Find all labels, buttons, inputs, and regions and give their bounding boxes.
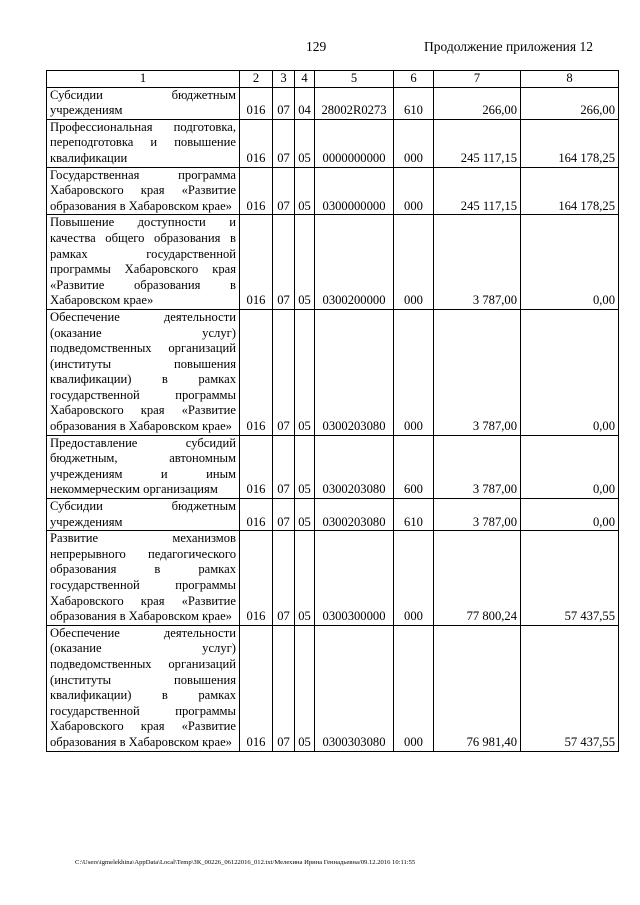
- code-section: 07: [273, 87, 295, 119]
- row-name: Предоставление субсидий бюджетным, автономным учреждениям и иным некоммерческим организациям: [47, 435, 240, 498]
- header-row: [47, 71, 619, 88]
- code-subsection: 05: [295, 309, 315, 435]
- code-target-article: 0300200000: [315, 215, 394, 310]
- code-section: 07: [273, 167, 295, 215]
- table-row: [47, 167, 619, 215]
- code-subsection: 05: [295, 531, 315, 626]
- row-name: Развитие механизмов непрерывного педагогического образования в рамках государственной программы Хабаровского края «Развитие образования в Хабаровском крае»: [47, 531, 240, 626]
- code-ministry: 016: [240, 215, 273, 310]
- code-section: 07: [273, 215, 295, 310]
- code-section: 07: [273, 119, 295, 167]
- col-header-3: 3: [273, 71, 295, 88]
- code-expense-type: 000: [394, 119, 434, 167]
- row-name: Повышение доступности и качества общего образования в рамках государственной программы Хабаровского края «Развитие образования в Хабаровском крае»: [47, 215, 240, 310]
- code-ministry: 016: [240, 87, 273, 119]
- col-header-2: 2: [240, 71, 273, 88]
- code-expense-type: 610: [394, 499, 434, 531]
- code-subsection: 05: [295, 215, 315, 310]
- code-expense-type: 000: [394, 625, 434, 751]
- amount-col7: 76 981,40: [434, 625, 521, 751]
- footer-path: C:\Users\igmelekhina\AppData\Local\Temp\ЗК_00226_06122016_012.txt/Мелехина Ирина Геннадьевна/09.12.2016 10:11:55: [75, 859, 416, 866]
- code-subsection: 05: [295, 625, 315, 751]
- amount-col8: 0,00: [521, 215, 619, 310]
- code-section: 07: [273, 499, 295, 531]
- amount-col8: 164 178,25: [521, 167, 619, 215]
- code-expense-type: 000: [394, 167, 434, 215]
- amount-col8: 0,00: [521, 309, 619, 435]
- amount-col7: 3 787,00: [434, 309, 521, 435]
- code-target-article: 0300203080: [315, 435, 394, 498]
- row-name: Государственная программа Хабаровского края «Развитие образования в Хабаровском крае»: [47, 167, 240, 215]
- code-section: 07: [273, 625, 295, 751]
- row-name: Профессиональная подготовка, переподготовка и повышение квалификации: [47, 119, 240, 167]
- amount-col7: 3 787,00: [434, 215, 521, 310]
- page-number: 129: [306, 39, 327, 54]
- amount-col8: 0,00: [521, 499, 619, 531]
- code-ministry: 016: [240, 531, 273, 626]
- amount-col7: 245 117,15: [434, 167, 521, 215]
- amount-col8: 164 178,25: [521, 119, 619, 167]
- table-row: [47, 625, 619, 751]
- row-name: Субсидии бюджетным учреждениям: [47, 87, 240, 119]
- code-ministry: 016: [240, 499, 273, 531]
- table-row: [47, 435, 619, 498]
- code-target-article: 28002R0273: [315, 87, 394, 119]
- amount-col8: 57 437,55: [521, 625, 619, 751]
- table-row: [47, 119, 619, 167]
- col-header-4: 4: [295, 71, 315, 88]
- code-subsection: 05: [295, 167, 315, 215]
- code-target-article: 0000000000: [315, 119, 394, 167]
- code-section: 07: [273, 309, 295, 435]
- amount-col7: 77 800,24: [434, 531, 521, 626]
- code-ministry: 016: [240, 435, 273, 498]
- code-ministry: 016: [240, 625, 273, 751]
- amount-col8: 57 437,55: [521, 531, 619, 626]
- col-header-1: 1: [47, 71, 240, 88]
- col-header-5: 5: [315, 71, 394, 88]
- code-target-article: 0300203080: [315, 309, 394, 435]
- code-subsection: 05: [295, 499, 315, 531]
- code-ministry: 016: [240, 119, 273, 167]
- table-row: [47, 87, 619, 119]
- code-target-article: 0300300000: [315, 531, 394, 626]
- code-subsection: 05: [295, 435, 315, 498]
- code-ministry: 016: [240, 167, 273, 215]
- code-subsection: 05: [295, 119, 315, 167]
- code-target-article: 0300303080: [315, 625, 394, 751]
- table-row: [47, 531, 619, 626]
- code-section: 07: [273, 435, 295, 498]
- code-target-article: 0300000000: [315, 167, 394, 215]
- row-name: Обеспечение деятельности (оказание услуг) подведомственных организаций (институты повышения квалификации) в рамках государственной программы Хабаровского края «Развитие образования в Хабаровском крае»: [47, 625, 240, 751]
- amount-col8: 0,00: [521, 435, 619, 498]
- col-header-8: 8: [521, 71, 619, 88]
- code-expense-type: 600: [394, 435, 434, 498]
- amount-col7: 3 787,00: [434, 435, 521, 498]
- table-row: [47, 499, 619, 531]
- code-expense-type: 000: [394, 531, 434, 626]
- budget-table: [46, 70, 619, 752]
- code-section: 07: [273, 531, 295, 626]
- appendix-label: Продолжение приложения 12: [423, 39, 593, 54]
- col-header-7: 7: [434, 71, 521, 88]
- code-expense-type: 000: [394, 309, 434, 435]
- amount-col7: 266,00: [434, 87, 521, 119]
- table-row: [47, 215, 619, 310]
- code-subsection: 04: [295, 87, 315, 119]
- code-target-article: 0300203080: [315, 499, 394, 531]
- amount-col7: 245 117,15: [434, 119, 521, 167]
- code-expense-type: 610: [394, 87, 434, 119]
- table-row: [47, 309, 619, 435]
- code-expense-type: 000: [394, 215, 434, 310]
- row-name: Обеспечение деятельности (оказание услуг) подведомственных организаций (институты повышения квалификации) в рамках государственной программы Хабаровского края «Развитие образования в Хабаровском крае»: [47, 309, 240, 435]
- amount-col7: 3 787,00: [434, 499, 521, 531]
- amount-col8: 266,00: [521, 87, 619, 119]
- row-name: Субсидии бюджетным учреждениям: [47, 499, 240, 531]
- code-ministry: 016: [240, 309, 273, 435]
- col-header-6: 6: [394, 71, 434, 88]
